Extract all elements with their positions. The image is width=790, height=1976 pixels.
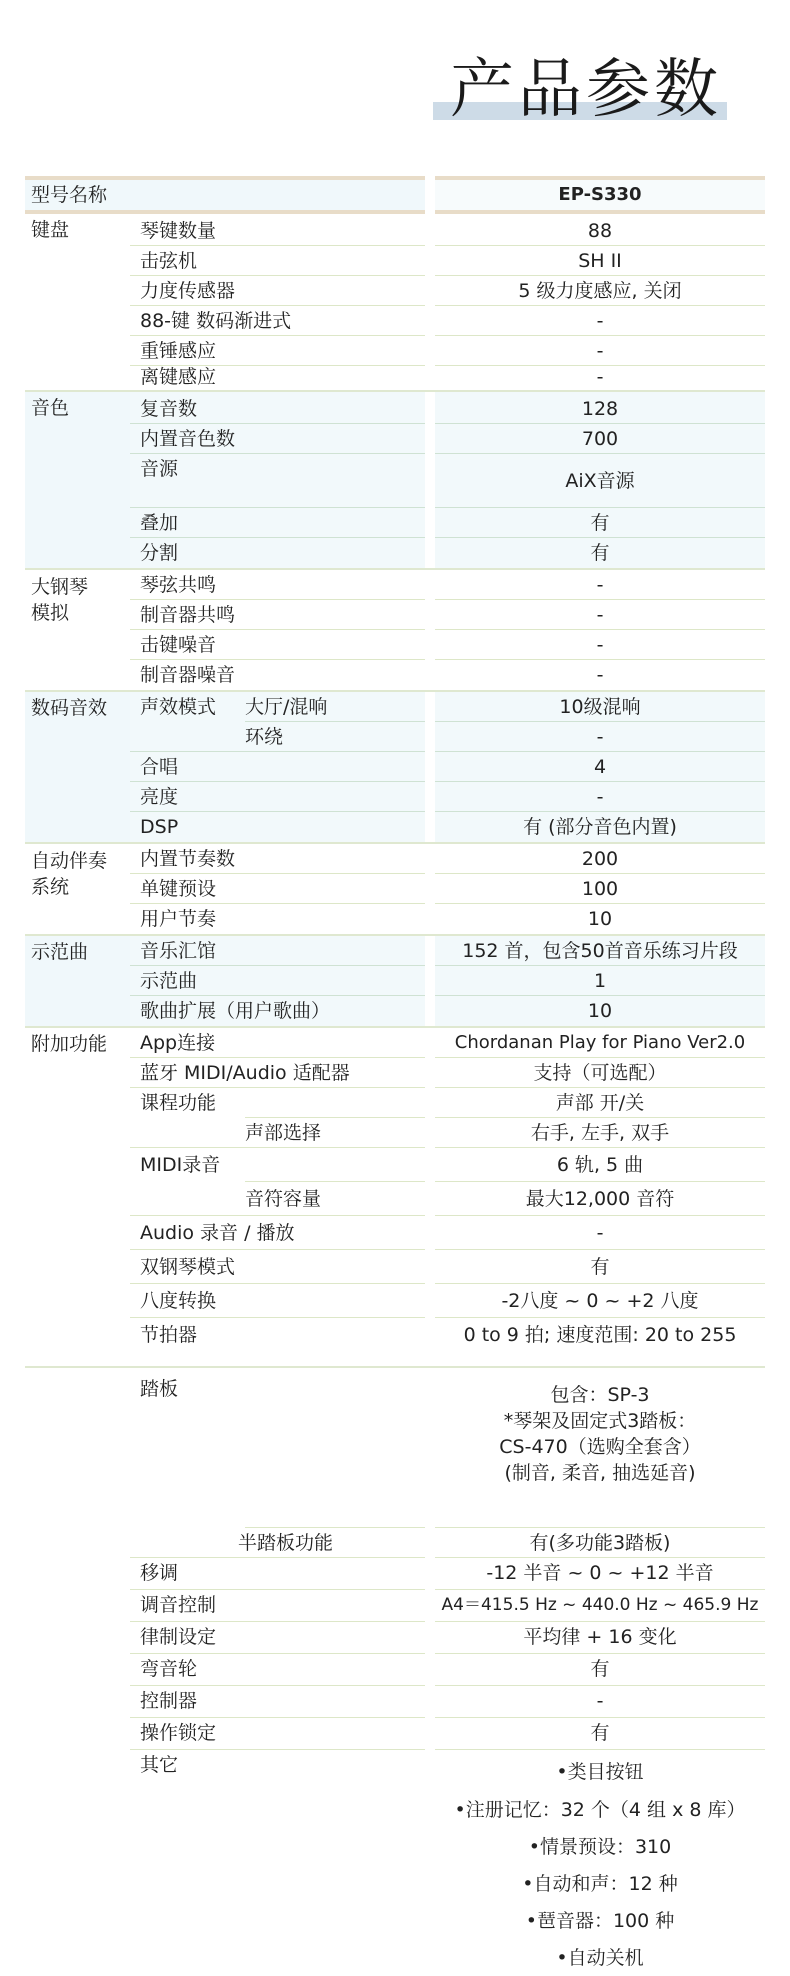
row-part-select: 声部选择 右手, 左手, 双手 <box>25 1118 765 1148</box>
other-item: •自动和声：12 种 <box>522 1873 678 1895</box>
row-tuning: 调音控制 A4＝415.5 Hz ~ 440.0 Hz ~ 465.9 Hz <box>25 1590 765 1622</box>
row-duo-mode: 双钢琴模式 有 <box>25 1250 765 1284</box>
model-label: 型号名称 <box>31 184 108 206</box>
other-item: •琶音器：100 种 <box>525 1910 675 1932</box>
row-octave-shift: 八度转换 -2八度 ~ 0 ~ +2 八度 <box>25 1284 765 1318</box>
row-app: App连接 Chordanan Play for Piano Ver2.0 <box>25 1028 765 1058</box>
other-item: •情景预设：310 <box>528 1836 672 1858</box>
header-rule-right <box>435 210 765 214</box>
row-pedal: 踏板 包含：SP-3 *琴架及固定式3踏板： CS-470（选购全套含） (制音, 柔音, 抽选延音) <box>25 1370 765 1528</box>
row-lesson: 课程功能 声部 开/关 <box>25 1088 765 1118</box>
row-key-count: 琴键数量 88 <box>25 216 765 246</box>
row-chorus: 合唱 4 <box>25 752 765 782</box>
row-key-off: 离键感应 - <box>140 366 604 388</box>
row-surround: 环绕 - <box>25 722 765 752</box>
row-key-noise: 击键噪音 - <box>25 630 765 660</box>
row-note-capacity: 音符容量 最大12,000 音符 <box>25 1182 765 1216</box>
other-item: •类目按钮 <box>556 1761 644 1783</box>
row-music-library: 音乐汇馆 152 首，包含50首音乐练习片段 <box>25 936 765 966</box>
row-action: 击弦机 SH II <box>25 246 765 276</box>
row-brilliance: 亮度 - <box>25 782 765 812</box>
row-audio-recording: Audio 录音 / 播放 - <box>25 1216 765 1250</box>
row-other: 其它 <box>140 1754 179 1776</box>
row-sound-source: 音源 AiX音源 <box>25 454 765 508</box>
category-accompaniment: 自动伴奏 系统 <box>25 844 130 936</box>
row-midi-recording: MIDI录音 6 轨, 5 曲 <box>25 1148 765 1182</box>
row-graded-keys: 88-键 数码渐进式 - <box>25 306 765 336</box>
page-title: 产品参数 <box>450 53 722 127</box>
row-polyphony: 复音数 128 <box>25 394 765 424</box>
category-dsp: 数码音效 <box>25 692 130 844</box>
row-dsp: DSP 有 (部分音色内置) <box>140 816 677 838</box>
row-damper-resonance: 制音器共鸣 - <box>25 600 765 630</box>
row-bluetooth: 蓝牙 MIDI/Audio 适配器 支持（可选配） <box>25 1058 765 1088</box>
row-user-rhythms: 用户节奏 10 <box>140 908 613 930</box>
row-transpose: 移调 -12 半音 ~ 0 ~ +12 半音 <box>25 1558 765 1590</box>
other-item: •注册记忆：32 个（4 组 x 8 库） <box>454 1799 746 1821</box>
row-pitch-bend: 弯音轮 有 <box>25 1654 765 1686</box>
row-one-touch-preset: 单键预设 100 <box>25 874 765 904</box>
row-half-pedal: 半踏板功能 有(多功能3踏板) <box>25 1528 765 1558</box>
other-item: •自动关机 <box>556 1947 644 1969</box>
category-extra: 附加功能 <box>25 1028 130 1348</box>
row-damper-noise: 制音器噪音 - <box>140 664 604 686</box>
row-song-expansion: 歌曲扩展（用户歌曲） 10 <box>140 1000 613 1022</box>
model-value: EP-S330 <box>558 184 642 205</box>
row-rhythms: 内置节奏数 200 <box>25 844 765 874</box>
row-split: 分割 有 <box>140 542 610 564</box>
row-voice-count: 内置音色数 700 <box>25 424 765 454</box>
row-touch-sensor: 力度传感器 5 级力度感应, 关闭 <box>25 276 765 306</box>
row-metronome: 节拍器 0 to 9 拍; 速度范围: 20 to 255 <box>140 1324 737 1346</box>
row-temperament: 律制设定 平均律 + 16 变化 <box>25 1622 765 1654</box>
row-string-resonance: 琴弦共鸣 - <box>25 570 765 600</box>
category-tone: 音色 <box>25 392 130 570</box>
row-hammer: 重锤感应 - <box>25 336 765 366</box>
row-demo-song: 示范曲 1 <box>25 966 765 996</box>
row-reverb: 声效模式 大厅/混响 10级混响 <box>25 692 765 722</box>
category-grand-piano: 大钢琴 模拟 <box>25 570 130 692</box>
page-title-block <box>430 50 730 130</box>
model-row <box>25 180 765 210</box>
category-demo: 示范曲 <box>25 936 130 1028</box>
row-operation-lock: 操作锁定 有 <box>25 1718 765 1750</box>
category-keyboard: 键盘 <box>25 214 130 392</box>
row-layer: 叠加 有 <box>25 508 765 538</box>
row-controller: 控制器 - <box>25 1686 765 1718</box>
